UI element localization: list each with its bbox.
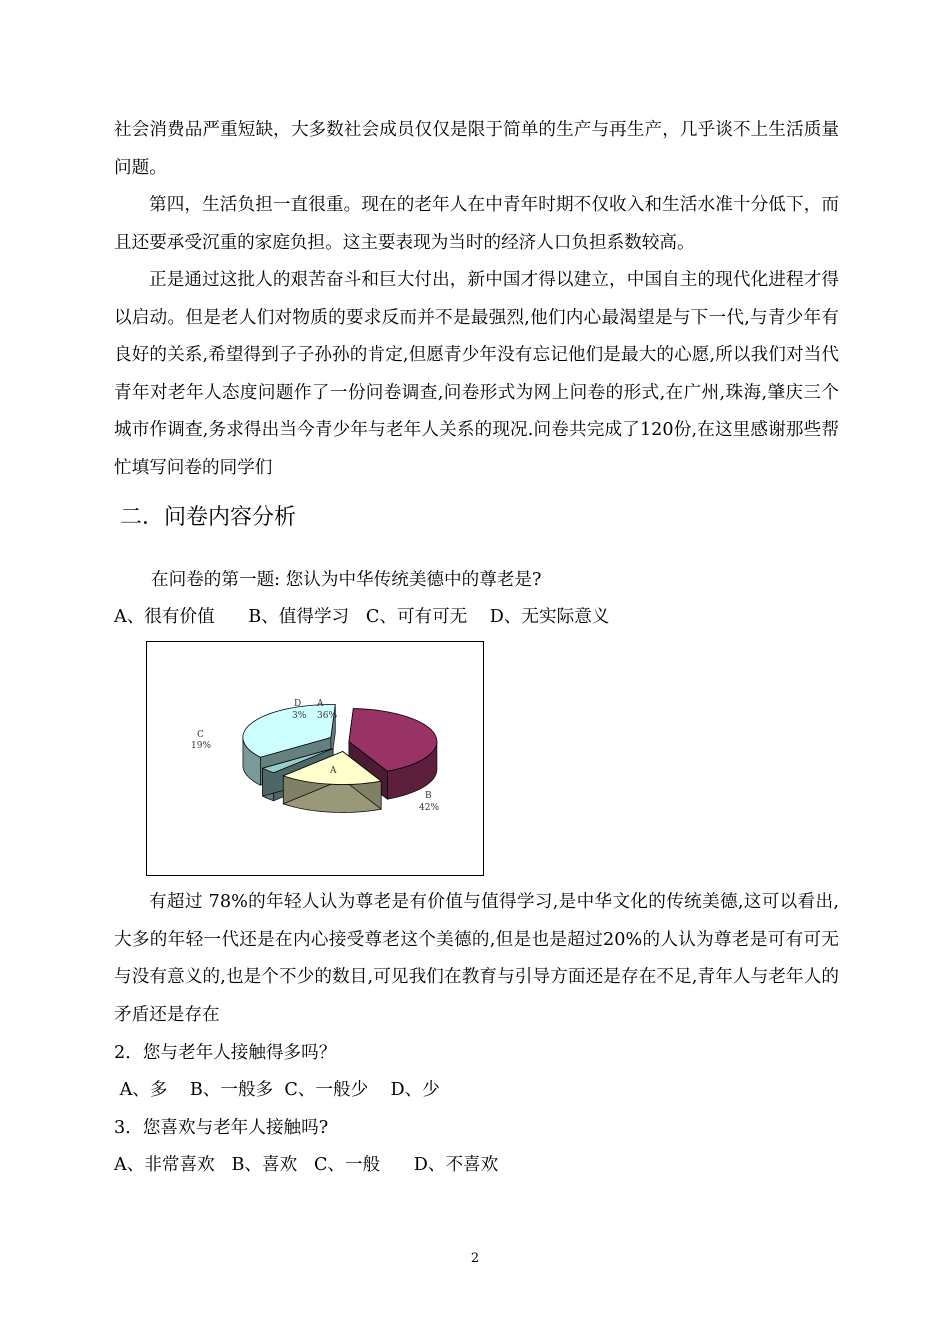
pie-value-c: 19% xyxy=(191,741,212,751)
pie-label-b: B xyxy=(425,791,432,801)
q2-question: 2．您与老年人接触得多吗？ xyxy=(114,1043,337,1063)
q2-options: A、多 B、一般多 C、一般少 D、少 xyxy=(114,1080,440,1100)
pie-label-c: C xyxy=(197,730,204,740)
analysis-paragraph: 有超过 78%的年轻人认为尊老是有价值与值得学习,是中华文化的传统美德,这可以看出,大多的年轻一代还是在内心接受尊老这个美德的,但是也是超过20%的人认为尊老是可有可无与没有意义的,也是个不少的数目,可见我们在教育与引导方面还是存在不足,青年人与老年人的矛盾还是存在 xyxy=(114,892,839,1025)
pie-label-a: A xyxy=(317,699,324,709)
pie-value-a: 36% xyxy=(317,711,338,721)
paragraph-2: 第四，生活负担一直很重。现在的老年人在中青年时期不仅收入和生活水准十分低下，而且还要承受沉重的家庭负担。这主要表现为当时的经济人口负担系数较高。 xyxy=(114,195,839,253)
paragraph-1: 社会消费品严重短缺，大多数社会成员仅仅是限于简单的生产与再生产，几乎谈不上生活质量问题。 xyxy=(114,120,839,178)
section-title: 二．问卷内容分析 xyxy=(120,505,297,530)
pie-value-b: 42% xyxy=(419,803,440,813)
q3-options: A、非常喜欢 B、喜欢 C、一般 D、不喜欢 xyxy=(114,1155,499,1175)
q3-question: 3．您喜欢与老年人接触吗? xyxy=(114,1118,329,1138)
page-number: 2 xyxy=(470,1251,480,1266)
pie-label-d: D xyxy=(294,699,302,709)
pie-chart-svg xyxy=(147,642,485,877)
paragraph-3: 正是通过这批人的艰苦奋斗和巨大付出，新中国才得以建立，中国自主的现代化进程才得以启动。但是老人们对物质的要求反而并不是最强烈,他们内心最渴望是与下一代,与青少年有良好的关系,希望得到子子孙孙的肯定,但愿青少年没有忘记他们是最大的心愿,所以我们对当代青年对老年人态度问题作了一份问卷调查,问卷形式为网上问卷的形式,在广州,珠海,肇庆三个城市作调查,务求得出当今青少年与老年人关系的现况.问卷共完成了120份,在这里感谢那些帮忙填写问卷的同学们 xyxy=(114,270,839,478)
q1-options: A、很有价值 B、值得学习 C、可有可无 D、无实际意义 xyxy=(114,607,610,627)
q1-intro: 在问卷的第一题: 您认为中华传统美德中的尊老是? xyxy=(151,570,542,590)
pie-chart xyxy=(146,641,484,876)
pie-inner-label-a: A xyxy=(330,766,337,776)
pie-value-d: 3% xyxy=(292,711,307,721)
